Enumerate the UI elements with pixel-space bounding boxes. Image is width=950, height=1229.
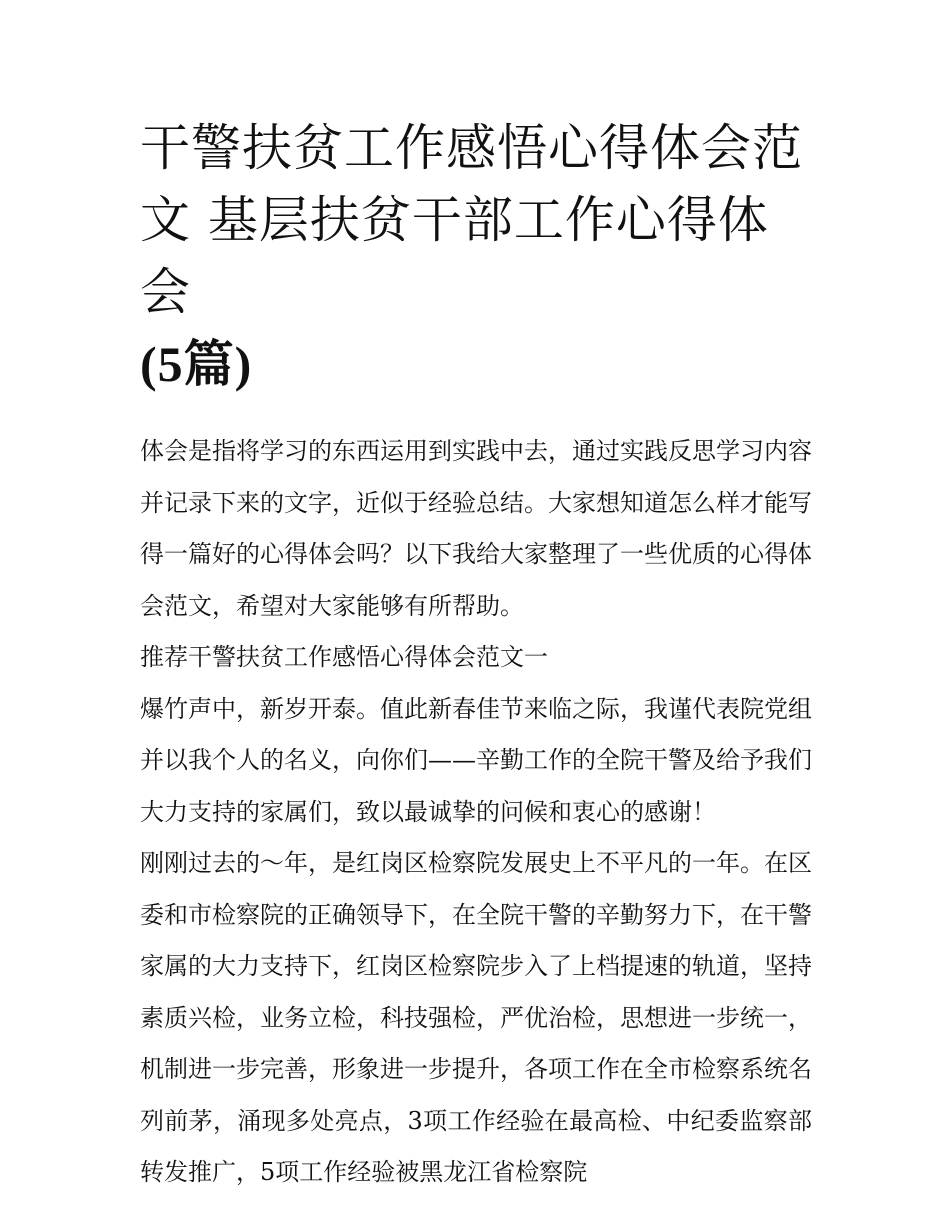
intro-paragraph: 体会是指将学习的东西运用到实践中去，通过实践反思学习内容并记录下来的文字，近似于经验总结。大家想知道怎么样才能写得一篇好的心得体会吗？以下我给大家整理了一些优质的心得体会范文，希望对大家能够有所帮助。 xyxy=(140,437,812,620)
title-count: (5篇) xyxy=(140,336,253,392)
title-main: 干警扶贫工作感悟心得体会范文 基层扶贫干部工作心得体会 xyxy=(140,119,803,321)
document-page xyxy=(140,112,812,1199)
document-body xyxy=(140,426,812,1199)
body-paragraph: 爆竹声中，新岁开泰。值此新春佳节来临之际，我谨代表院党组并以我个人的名义，向你们——辛勤工作的全院干警及给予我们大力支持的家属们，致以最诚挚的问候和衷心的感谢！ xyxy=(140,694,812,826)
document-title xyxy=(140,112,812,400)
section-heading: 推荐干警扶贫工作感悟心得体会范文一 xyxy=(140,643,548,671)
body-paragraph: 刚刚过去的～年，是红岗区检察院发展史上不平凡的一年。在区委和市检察院的正确领导下，在全院干警的辛勤努力下，在干警家属的大力支持下，红岗区检察院步入了上档提速的轨道，坚持素质兴检，业务立检，科技强检，严优治检，思想进一步统一，机制进一步完善，形象进一步提升，各项工作在全市检察系统名列前茅，涌现多处亮点，3项工作经验在最高检、中纪委监察部转发推广，5项工作经验被黑龙江省检察院 xyxy=(140,849,812,1186)
